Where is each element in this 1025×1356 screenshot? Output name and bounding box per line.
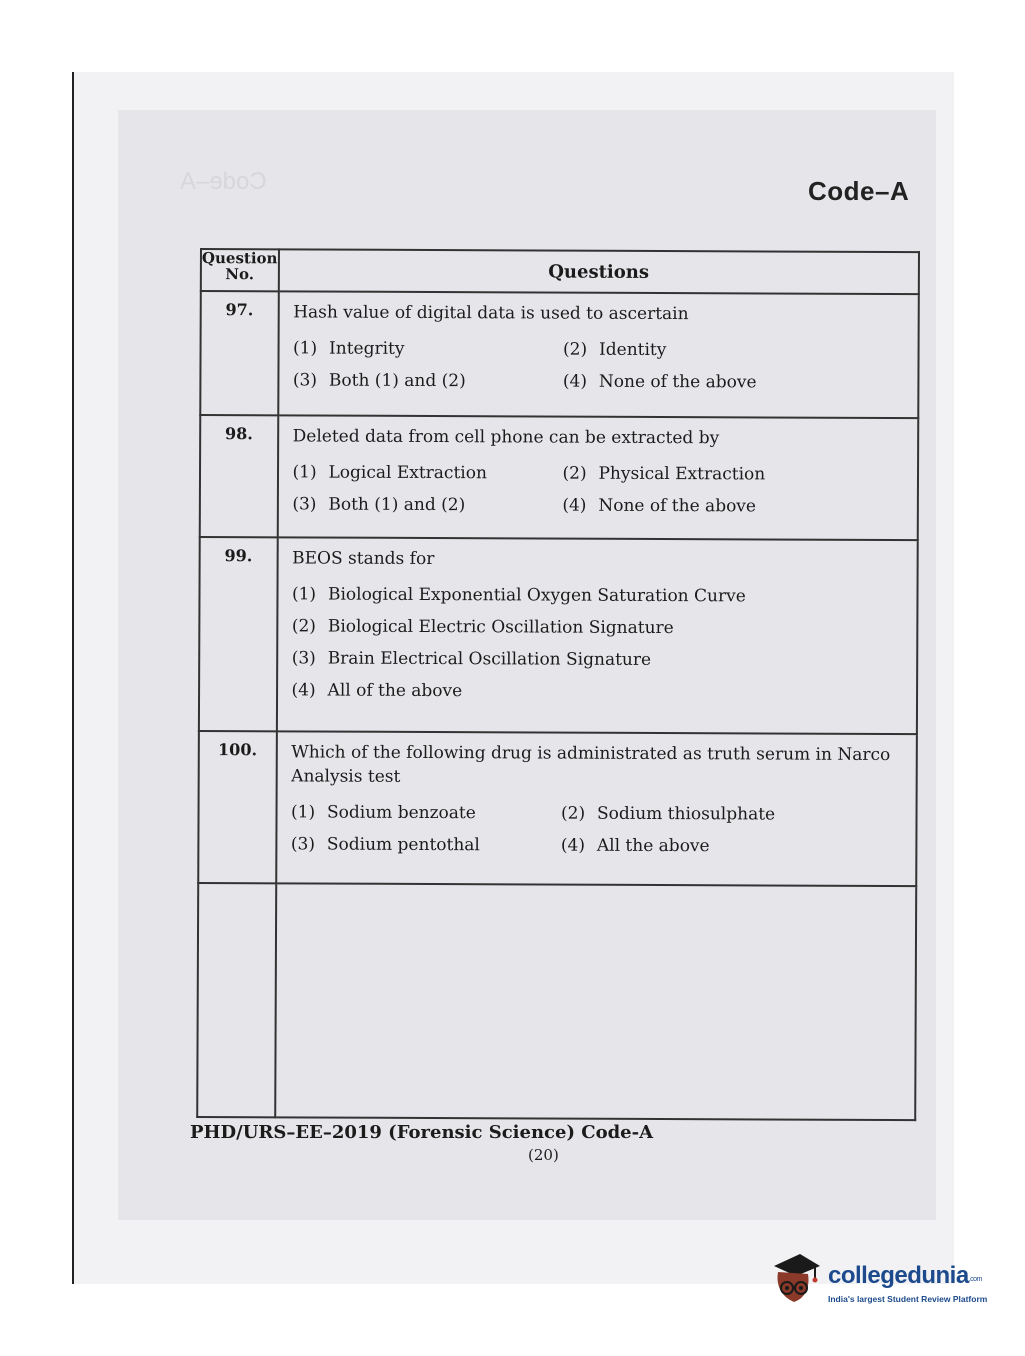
table-header [201, 249, 919, 294]
questions-header: Questions [278, 249, 919, 294]
question-stem: Hash value of digital data is used to ascertain [293, 302, 689, 325]
question-body [278, 291, 919, 418]
paper-code: Code–A [808, 176, 910, 206]
collegedunia-watermark [770, 1250, 1000, 1320]
question-body [276, 731, 917, 886]
mascot-logo-icon [770, 1250, 822, 1310]
option: (4) All the above [560, 835, 710, 857]
question-stem: Which of the following drug is administrated as truth serum in Narco Analysis test [291, 742, 891, 787]
option: (2) Identity [563, 339, 667, 361]
option: (1) Sodium benzoate [290, 802, 476, 824]
option: (3) Brain Electrical Oscillation Signature [291, 648, 652, 670]
question-number: 100. [198, 731, 276, 883]
question-no-header: Question No. [201, 249, 279, 291]
questions-table [196, 248, 920, 1121]
question-row [200, 415, 919, 540]
options-grid [291, 802, 902, 857]
bleed-through-text: Code–A [180, 168, 267, 195]
question-row [199, 537, 918, 734]
page-number: (20) [528, 1146, 559, 1164]
option: (2) Biological Electric Oscillation Signature [291, 616, 674, 639]
option: (1) Biological Exponential Oxygen Saturation Curve [291, 584, 746, 607]
question-number: 97. [200, 291, 278, 415]
option: (3) Sodium pentothal [290, 834, 480, 856]
question-body [277, 415, 918, 540]
question-stem: BEOS stands for [292, 548, 435, 570]
question-number: 98. [200, 415, 278, 537]
brand-tagline: India's largest Student Review Platform [828, 1294, 988, 1304]
options-grid [292, 462, 903, 517]
option: (2) Sodium thiosulphate [560, 803, 776, 825]
question-row [200, 291, 919, 418]
options-grid [293, 338, 904, 393]
options-list [292, 584, 903, 703]
option: (3) Both (1) and (2) [292, 370, 466, 392]
option: (4) None of the above [562, 371, 757, 393]
option: (3) Both (1) and (2) [292, 494, 466, 516]
option: (1) Integrity [293, 338, 405, 359]
brand-name: collegedunia.com [828, 1262, 982, 1289]
empty-row [197, 883, 916, 1120]
option: (2) Physical Extraction [562, 463, 766, 485]
empty-cell [275, 883, 917, 1120]
footer-title: PHD/URS–EE–2019 (Forensic Science) Code-A [190, 1122, 654, 1143]
empty-cell [197, 883, 276, 1117]
question-body [276, 537, 917, 734]
option: (4) All of the above [291, 680, 463, 702]
question-number: 99. [199, 537, 277, 731]
option: (1) Logical Extraction [292, 462, 487, 484]
option: (4) None of the above [562, 495, 757, 517]
question-row [198, 731, 917, 886]
question-stem: Deleted data from cell phone can be extracted by [292, 426, 720, 449]
